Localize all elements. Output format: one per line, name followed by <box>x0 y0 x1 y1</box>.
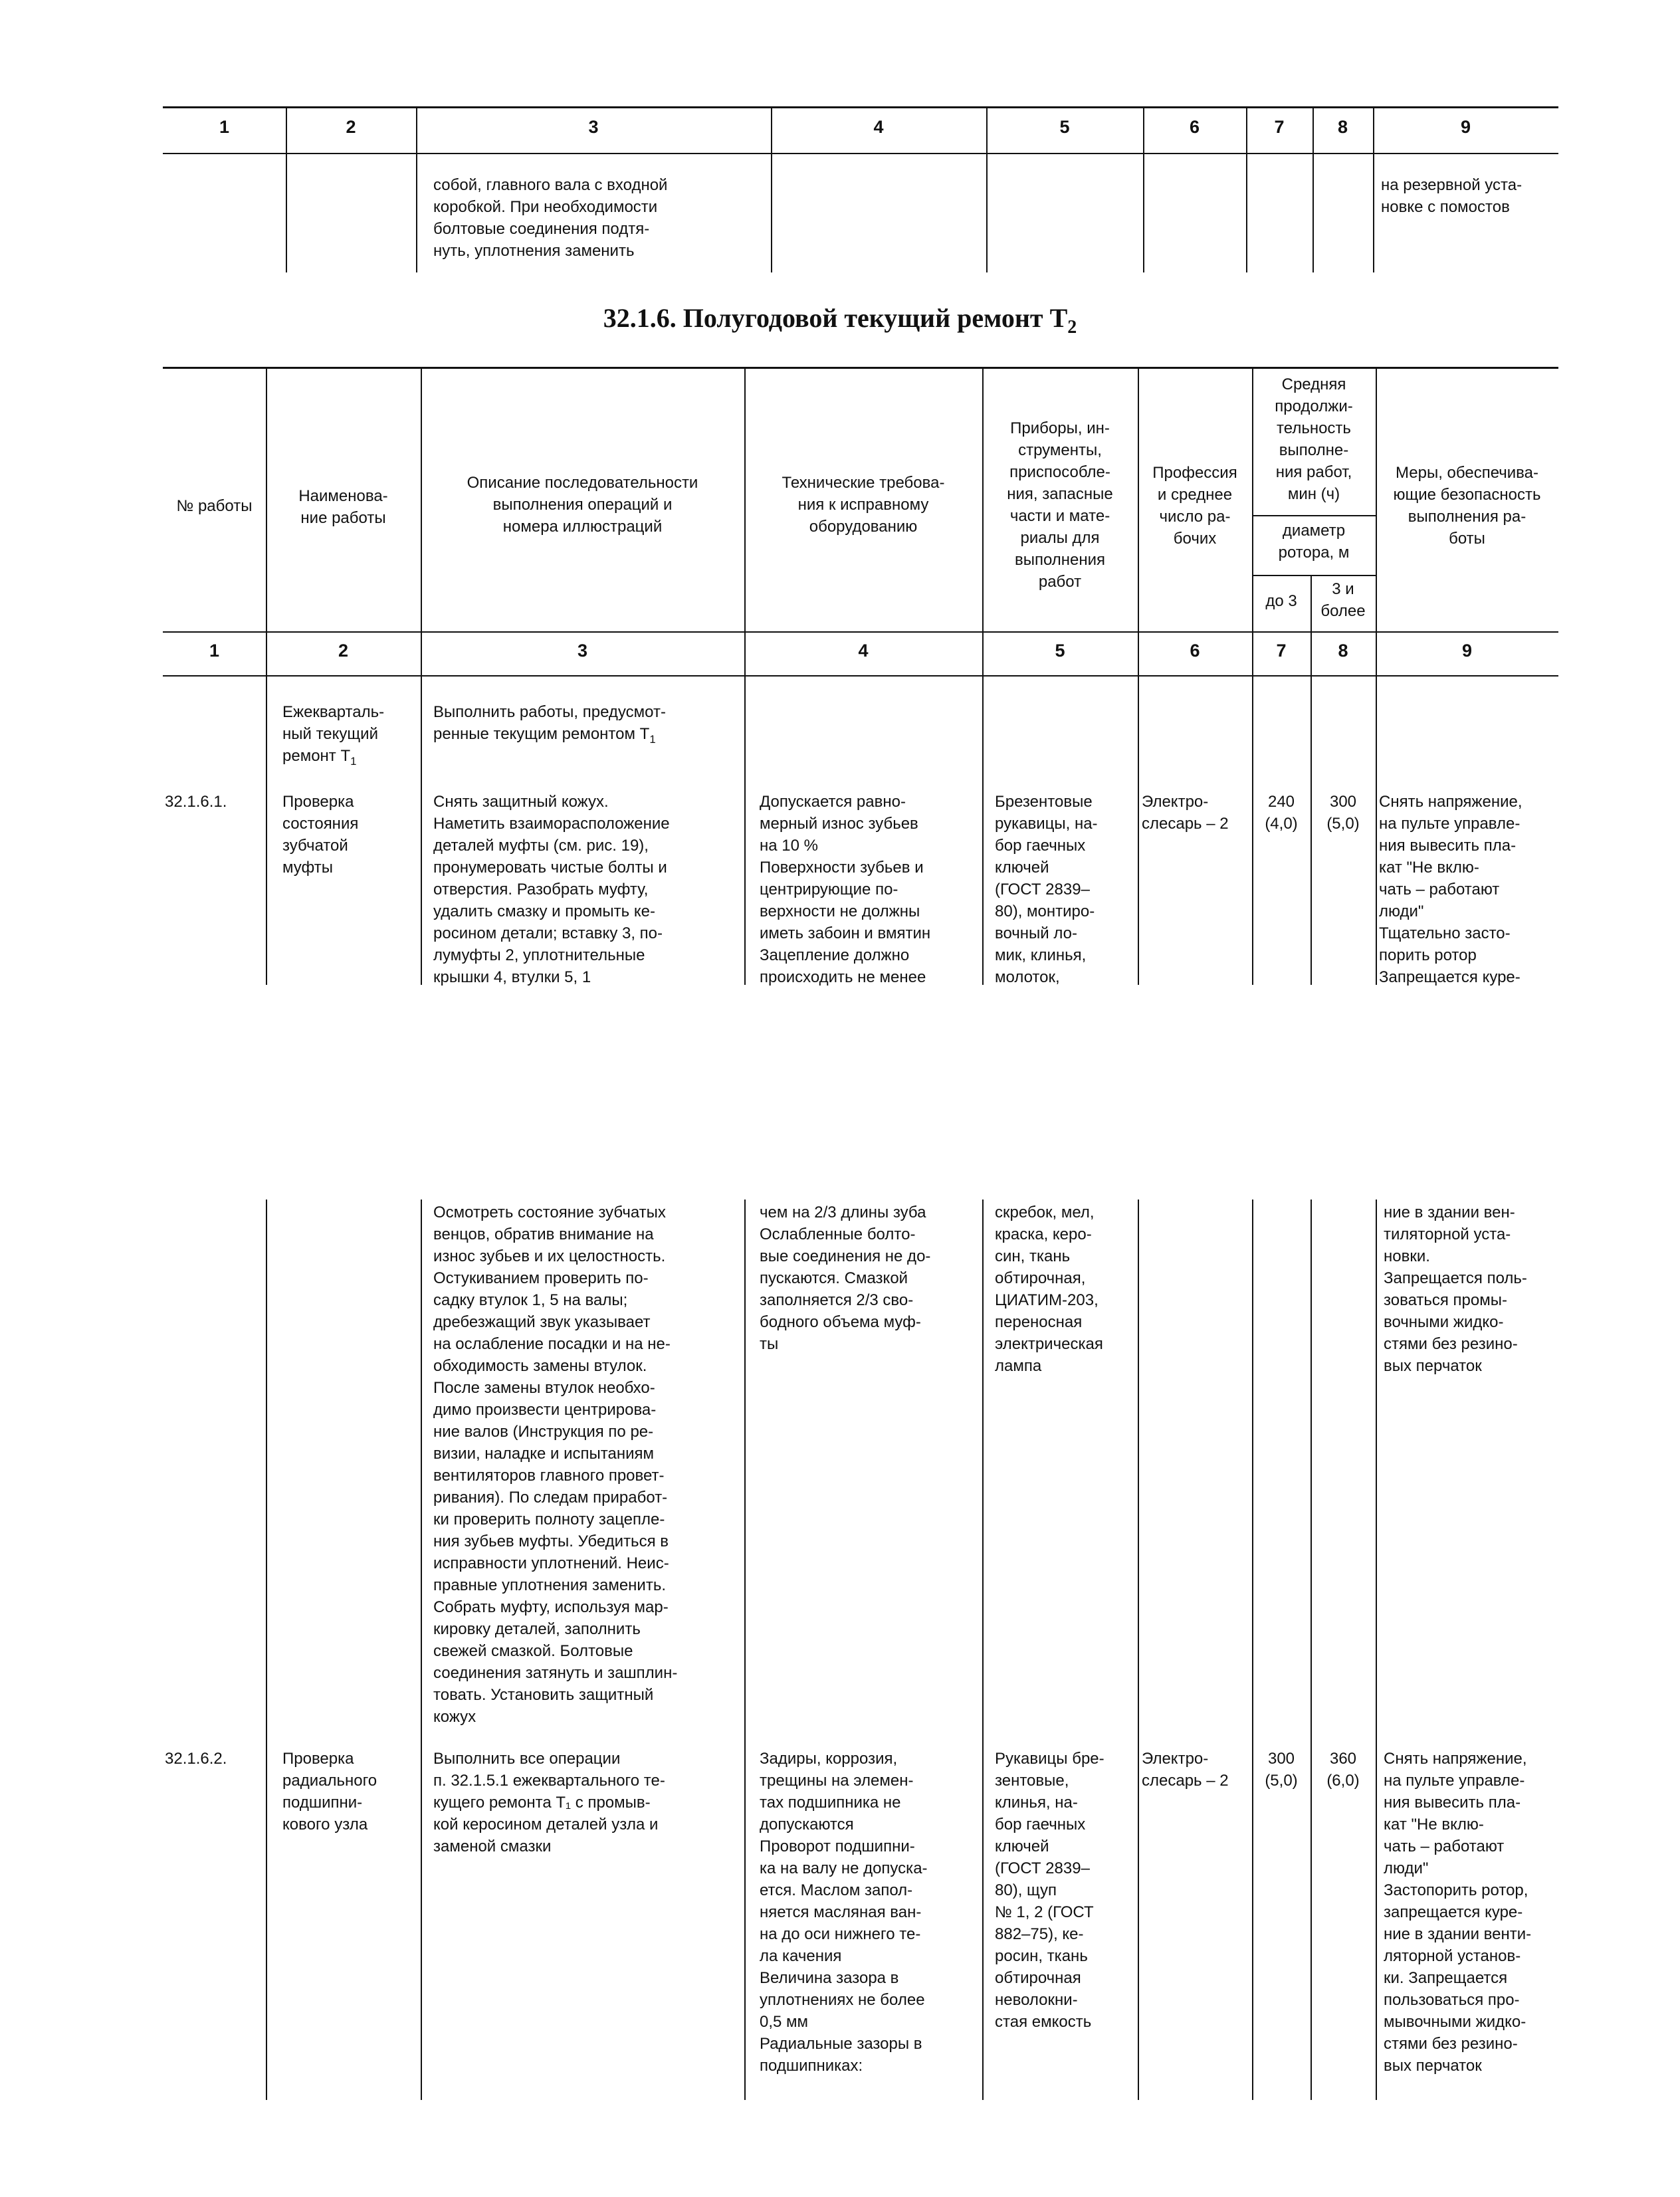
main-table-vline <box>1252 1200 1253 2100</box>
section-title-text: 32.1.6. Полугодовой текущий ремонт T <box>603 303 1068 333</box>
row0-description-text: Выполнить работы, предусмот- ренные текущим ремонтом T <box>433 703 666 743</box>
row1-cont-tech-requirements: чем на 2/3 длины зуба Ослабленные болто- вые соединения не до- пускаются. Смазкой заполняется 2/3 сво- бодного объема муф- ты <box>760 1203 931 1353</box>
top-table-rule-header <box>163 153 1558 154</box>
main-table-vline <box>421 367 422 985</box>
row1-work-number: 32.1.6.1. <box>165 793 227 811</box>
main-table-vline <box>982 1200 984 2100</box>
header-rotor-diameter: диаметр ротора, м <box>1278 522 1350 562</box>
row2-work-number: 32.1.6.2. <box>165 1750 227 1768</box>
row1-safety: Снять напряжение, на пульте управле- ния вывесить пла- кат "Не вклю- чать – работают люди" Тщательно засто- порить ротор Запрещается куре- <box>1379 793 1522 986</box>
header-up-to-3: до 3 <box>1265 592 1297 610</box>
main-table-vline <box>1138 367 1139 985</box>
row1-work-name: Проверка состояния зубчатой муфты <box>282 793 359 877</box>
header-work-name: Наименова- ние работы <box>298 487 388 527</box>
row2-duration-up-to-3: 300 (5,0) <box>1265 1750 1298 1790</box>
row2-tech-requirements: Задиры, коррозия, трещины на элемен- тах подшипника не допускаются Проворот подшипни- ка на валу не допуска- ется. Маслом запол- няется масляная ван- на до оси нижнего те- ла качения Величина зазора в уплотнениях не более 0,5 мм Радиальные зазоры в подшипниках: <box>760 1750 928 2075</box>
main-table-rule-header <box>163 631 1558 633</box>
header-tech-requirements: Технические требова- ния к исправному оборудованию <box>782 474 945 536</box>
top-col-number: 9 <box>1460 117 1471 137</box>
header-duration: Средняя продолжи- тельность выполне- ния работ, мин (ч) <box>1275 375 1353 503</box>
row1-duration-3-and-more: 300 (5,0) <box>1326 793 1360 833</box>
top-col-number: 5 <box>1059 117 1070 137</box>
row0-work-name-text: Ежекварталь- ный текущий ремонт T <box>282 703 385 765</box>
main-table-vline <box>421 1200 422 2100</box>
row0-work-name <box>282 701 419 772</box>
top-col-number: 3 <box>588 117 599 137</box>
main-table-vline <box>1311 575 1312 985</box>
top-col-number: 6 <box>1189 117 1200 137</box>
row2-tools: Рукавицы бре- зентовые, клинья, на- бор гаечных ключей (ГОСТ 2839– 80), щуп № 1, 2 (ГОСТ 882–75), ке- росин, ткань обтирочная неволокни- стая емкость <box>995 1750 1104 2031</box>
row1-description: Снять защитный кожух. Наметить взаиморасположение деталей муфты (см. рис. 19), пронумеровать чистые болты и отверстия. Разобрать муфту, удалить смазку и промыть ке- росином детали; вставку 3, по- лумуфты 2, уплотнительные крышки 4, втулки 5, 1 <box>433 793 670 986</box>
main-table-rule-top <box>163 367 1558 369</box>
main-table-rule-numbers <box>163 675 1558 677</box>
row0-description-subscript: 1 <box>649 732 656 746</box>
top-col-number: 8 <box>1337 117 1348 137</box>
col-number: 2 <box>338 641 349 661</box>
row1-duration-up-to-3: 240 (4,0) <box>1265 793 1298 833</box>
row1-profession: Электро- слесарь – 2 <box>1142 793 1229 833</box>
row1-tech-requirements: Допускается равно- мерный износ зубьев на 10 % Поверхности зубьев и центрирующие по- верхности не должны иметь забоин и вмятин Зацепление должно происходить не менее <box>760 793 931 986</box>
col-number: 8 <box>1338 641 1348 661</box>
header-work-number: № работы <box>176 497 253 515</box>
col-number: 6 <box>1190 641 1200 661</box>
main-table-vline <box>266 367 267 985</box>
section-title <box>0 302 1680 338</box>
col-number: 5 <box>1055 641 1065 661</box>
row1-cont-description: Осмотреть состояние зубчатых венцов, обратив внимание на износ зубьев и их целостность. Остукиванием проверить по- садку втулок 1, 5 на валы; дребезжащий звук указывает на ослабление посадки и на не- обходимость замены втулок. После замены втулок необхо- димо произвести центрирова- ние валов (Инструкция по ре- визии, наладке и испытаниям вентиляторов главного провет- ривания). По следам приработ- ки проверить полноту зацепле- ния зубьев муфты. Убедиться в исправности уплотнений. Неис- правные уплотнения заменить. Собрать муфту, используя мар- кировку деталей, заполнить свежей смазкой. Болтовые соединения затянуть и зашплин- товать. Установить защитный кожух <box>433 1203 678 1726</box>
top-col-number: 1 <box>219 117 230 137</box>
col-number: 3 <box>577 641 588 661</box>
header-3-and-more: 3 и более <box>1320 580 1366 620</box>
col-number: 7 <box>1276 641 1287 661</box>
main-table-vline <box>266 1200 267 2100</box>
row0-work-name-subscript: 1 <box>350 754 357 768</box>
main-table-vline <box>1376 367 1377 985</box>
row2-description: Выполнить все операции п. 32.1.5.1 ежеквартального те- кущего ремонта T₁ с промыв- кой керосином деталей узла и заменой смазки <box>433 1750 665 1855</box>
main-table-vline <box>1376 1200 1377 2100</box>
header-profession: Профессия и среднее число ра- бочих <box>1152 464 1237 548</box>
row2-work-name: Проверка радиального подшипни- кового узла <box>282 1750 377 1833</box>
col-number: 1 <box>209 641 220 661</box>
top-table-description: собой, главного вала с входной коробкой. При необходимости болтовые соединения подтя- нуть, уплотнения заменить <box>433 176 668 260</box>
main-table-vline <box>744 367 746 985</box>
col-number: 4 <box>858 641 869 661</box>
row1-tools: Брезентовые рукавицы, на- бор гаечных ключей (ГОСТ 2839– 80), монтиро- вочный ло- мик, клинья, молоток, <box>995 793 1098 986</box>
top-table-rule-top <box>163 106 1558 108</box>
header-safety: Меры, обеспечива- ющие безопасность выполнения ра- боты <box>1393 464 1541 548</box>
row1-cont-safety: ние в здании вен- тиляторной уста- новки. Запрещается поль- зоваться промы- вочными жидко- стями без резино- вых перчаток <box>1384 1203 1527 1375</box>
col-number: 9 <box>1461 641 1473 661</box>
main-table-vline <box>744 1200 746 2100</box>
top-col-number: 4 <box>873 117 884 137</box>
top-col-number: 2 <box>346 117 356 137</box>
top-table-safety: на резервной уста- новке с помостов <box>1381 176 1522 216</box>
row2-safety: Снять напряжение, на пульте управле- ния вывесить пла- кат "Не вклю- чать – работают люди" Застопорить ротор, запрещается куре- ние в здании венти- ляторной установ- ки. Запрещается пользоваться про- мывочными жидко- стями без резино- вых перчаток <box>1384 1750 1532 2075</box>
duration-subheader-rule <box>1252 515 1376 516</box>
row2-duration-3-and-more: 360 (6,0) <box>1326 1750 1360 1790</box>
header-description: Описание последовательности выполнения операций и номера иллюстраций <box>467 474 698 536</box>
main-table-vline <box>1138 1200 1139 2100</box>
section-title-subscript: 2 <box>1067 317 1077 338</box>
diameter-subheader-rule <box>1252 575 1376 576</box>
row2-profession: Электро- слесарь – 2 <box>1142 1750 1229 1790</box>
row0-description <box>433 701 742 750</box>
row1-cont-tools: скребок, мел, краска, керо- син, ткань обтирочная, ЦИАТИМ-203, переносная электрическая лампа <box>995 1203 1103 1375</box>
header-tools: Приборы, ин- струменты, приспособле- ния, запасные части и мате- риалы для выполнения работ <box>1007 419 1113 591</box>
main-table-vline <box>1311 1200 1312 2100</box>
top-col-number: 7 <box>1274 117 1285 137</box>
